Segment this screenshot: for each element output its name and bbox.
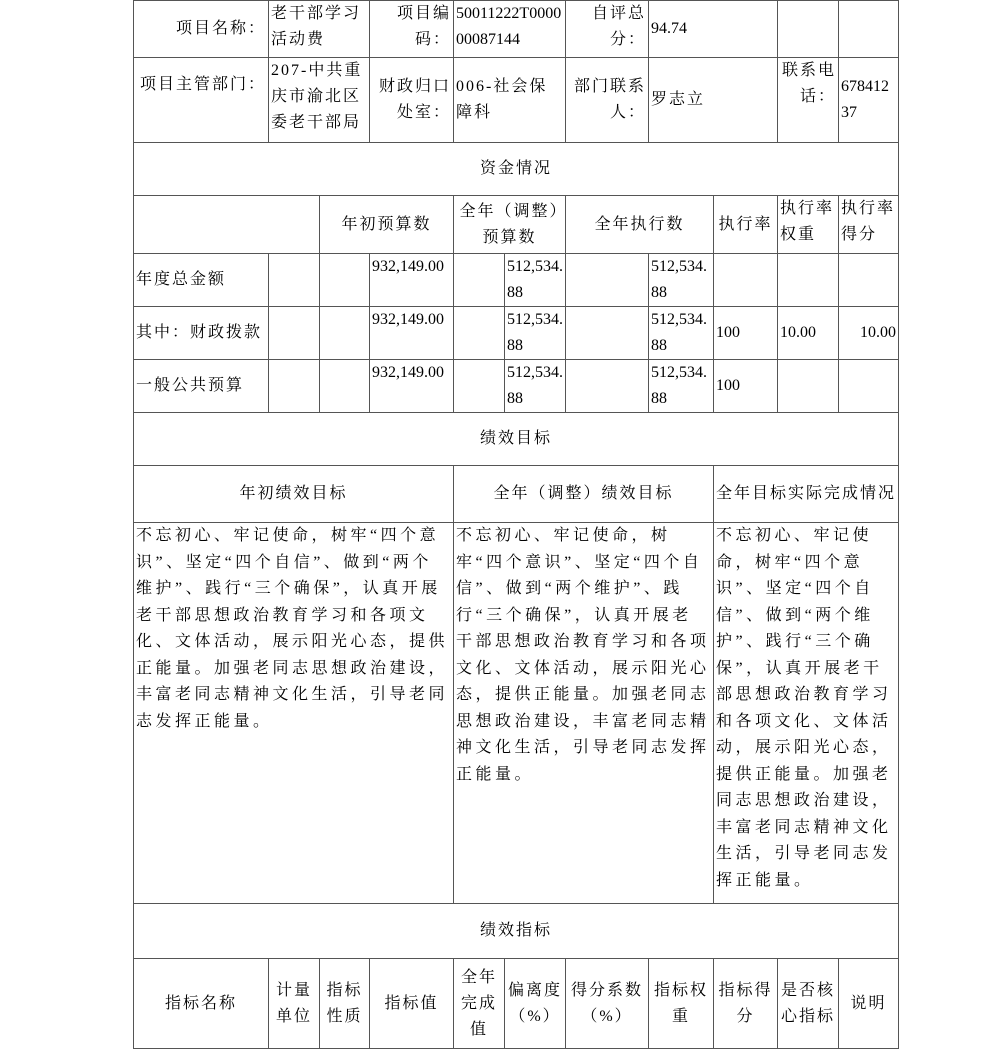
funds-weight <box>778 360 839 413</box>
indicator-header-coefficient: 得分系数（%） <box>566 959 649 1049</box>
goals-header-row <box>134 466 899 523</box>
funds-row-label: 其中：财政拨款 <box>134 307 269 360</box>
project-name-label: 项目名称： <box>134 1 269 58</box>
funds-header-weight: 执行率权重 <box>778 196 839 254</box>
project-name: 老干部学习活动费 <box>269 1 370 58</box>
contact-label: 部门联系人： <box>566 58 649 143</box>
funds-header-adjusted: 全年（调整）预算数 <box>454 196 566 254</box>
self-score: 94.74 <box>649 1 778 58</box>
funds-initial: 932,149.00 <box>370 254 454 307</box>
finance-office-label: 财政归口处室： <box>370 58 454 143</box>
funds-header-initial: 年初预算数 <box>320 196 454 254</box>
funds-executed: 512,534.88 <box>649 307 714 360</box>
goal-adjusted-text: 不忘初心、牢记使命，树牢“四个意识”、坚定“四个自信”、做到“两个维护”、践行“三个确保”，认真开展老干部思想政治教育学习和各项文化、文体活动，展示阳光心态，提供正能量。加强老同志思想政治建设，丰富老同志精神文化生活，引导老同志发挥正能量。 <box>454 523 714 904</box>
indicator-header-value: 指标值 <box>370 959 454 1049</box>
funds-weight: 10.00 <box>778 307 839 360</box>
funds-score <box>839 254 899 307</box>
phone: 67841237 <box>839 58 899 143</box>
funds-score: 10.00 <box>839 307 899 360</box>
empty-cell <box>269 360 320 413</box>
indicator-header-unit: 计量单位 <box>269 959 320 1049</box>
empty-cell <box>320 307 370 360</box>
goals-title-row <box>134 413 899 466</box>
funds-rate: 100 <box>714 360 778 413</box>
indicators-header-row <box>134 959 899 1049</box>
goals-title: 绩效目标 <box>134 413 899 466</box>
empty-cell <box>566 254 649 307</box>
empty-cell <box>566 307 649 360</box>
empty-cell <box>454 360 505 413</box>
funds-initial: 932,149.00 <box>370 360 454 413</box>
goals-header-adjusted: 全年（调整）绩效目标 <box>454 466 714 523</box>
goal-actual-text: 不忘初心、牢记使命，树牢“四个意识”、坚定“四个自信”、做到“两个维护”、践行“三个确保”，认真开展老干部思想政治教育学习和各项文化、文体活动，展示阳光心态，提供正能量。加强老同志思想政治建设，丰富老同志精神文化生活，引导老同志发挥正能量。 <box>714 523 899 904</box>
funds-row-label: 一般公共预算 <box>134 360 269 413</box>
indicator-header-note: 说明 <box>839 959 899 1049</box>
funds-header-rate: 执行率 <box>714 196 778 254</box>
contact: 罗志立 <box>649 58 778 143</box>
funds-executed: 512,534.88 <box>649 360 714 413</box>
indicator-header-completed: 全年完成值 <box>454 959 505 1049</box>
funds-rate: 100 <box>714 307 778 360</box>
indicator-header-score: 指标得分 <box>714 959 778 1049</box>
funds-header-executed: 全年执行数 <box>566 196 714 254</box>
funds-row <box>134 307 899 360</box>
funds-rate <box>714 254 778 307</box>
empty-cell <box>566 360 649 413</box>
funds-executed: 512,534.88 <box>649 254 714 307</box>
funds-weight <box>778 254 839 307</box>
self-score-label: 自评总分： <box>566 1 649 58</box>
project-code-label: 项目编码： <box>370 1 454 58</box>
empty-cell <box>134 196 320 254</box>
funds-header-row <box>134 196 899 254</box>
goals-header-initial: 年初绩效目标 <box>134 466 454 523</box>
finance-office: 006-社会保障科 <box>454 58 566 143</box>
empty-cell <box>320 254 370 307</box>
goal-initial-text: 不忘初心、牢记使命，树牢“四个意识”、坚定“四个自信”、做到“两个维护”、践行“三个确保”，认真开展老干部思想政治教育学习和各项文化、文体活动，展示阳光心态，提供正能量。加强老同志思想政治建设，丰富老同志精神文化生活，引导老同志发挥正能量。 <box>134 523 454 904</box>
indicator-header-nature: 指标性质 <box>320 959 370 1049</box>
funds-row <box>134 360 899 413</box>
indicators-title: 绩效指标 <box>134 904 899 959</box>
indicator-header-name: 指标名称 <box>134 959 269 1049</box>
goals-header-actual: 全年目标实际完成情况 <box>714 466 899 523</box>
funds-adjusted: 512,534.88 <box>505 254 566 307</box>
funds-adjusted: 512,534.88 <box>505 307 566 360</box>
empty-cell <box>269 307 320 360</box>
dept-label: 项目主管部门： <box>134 58 269 143</box>
indicator-header-deviation: 偏离度（%） <box>505 959 566 1049</box>
funds-row <box>134 254 899 307</box>
indicator-header-core: 是否核心指标 <box>778 959 839 1049</box>
empty-cell <box>454 254 505 307</box>
funds-adjusted: 512,534.88 <box>505 360 566 413</box>
funds-title-row <box>134 143 899 196</box>
project-code: 50011222T000000087144 <box>454 1 566 58</box>
dept: 207-中共重庆市渝北区委老干部局 <box>269 58 370 143</box>
empty-cell <box>269 254 320 307</box>
funds-title: 资金情况 <box>134 143 899 196</box>
indicators-title-row <box>134 904 899 959</box>
performance-self-evaluation-table <box>133 0 899 1049</box>
info-row-1 <box>134 1 899 58</box>
empty-cell <box>454 307 505 360</box>
empty-cell <box>839 1 899 58</box>
funds-score <box>839 360 899 413</box>
empty-cell <box>320 360 370 413</box>
empty-cell <box>778 1 839 58</box>
phone-label: 联系电话： <box>778 58 839 143</box>
funds-row-label: 年度总金额 <box>134 254 269 307</box>
funds-header-score: 执行率得分 <box>839 196 899 254</box>
info-row-2 <box>134 58 899 143</box>
funds-initial: 932,149.00 <box>370 307 454 360</box>
indicator-header-weight: 指标权重 <box>649 959 714 1049</box>
goals-content-row <box>134 523 899 904</box>
